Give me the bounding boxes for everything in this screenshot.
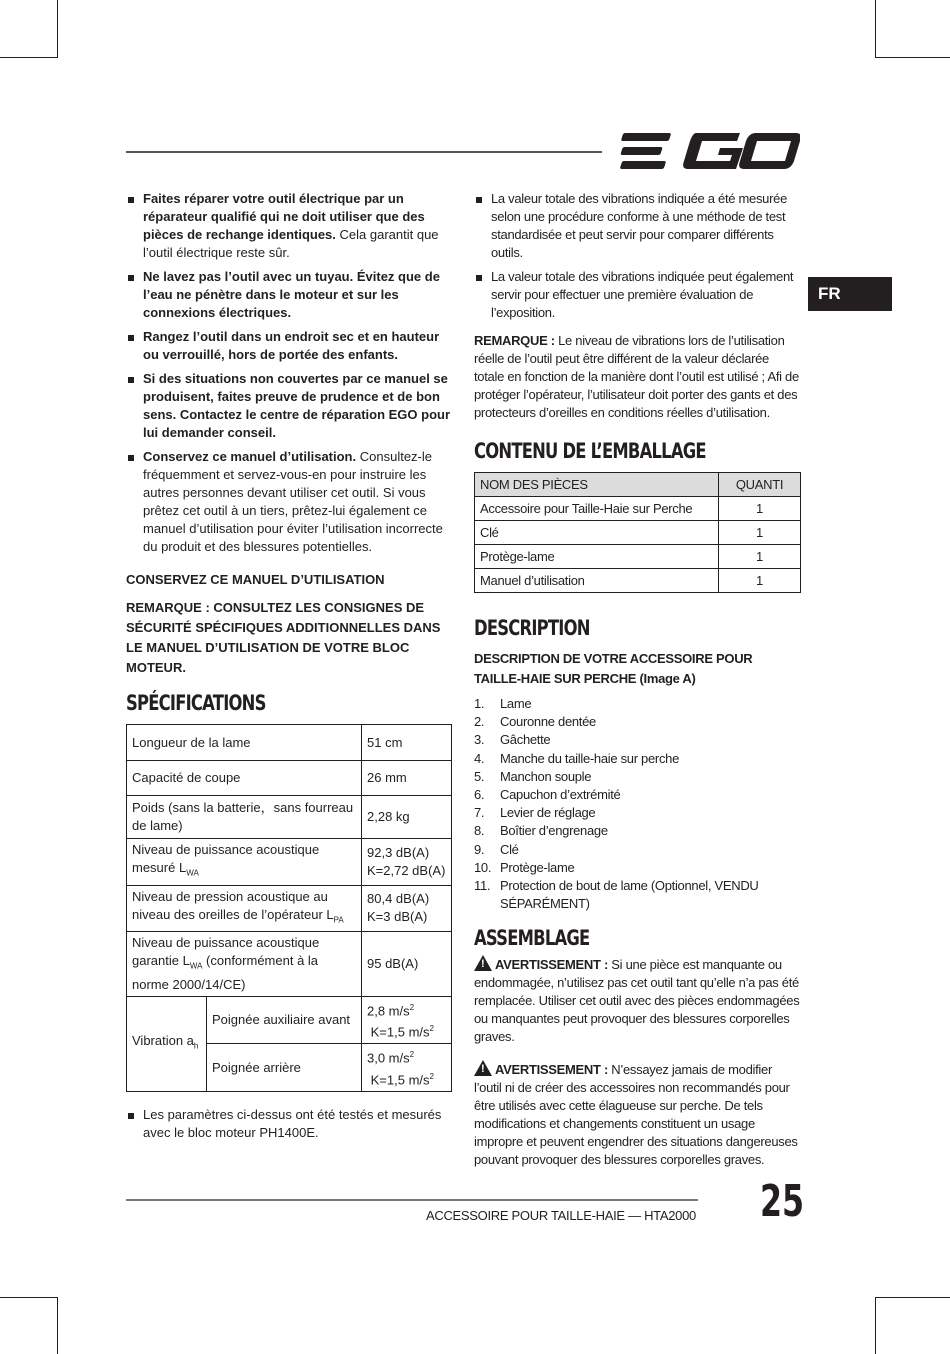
list-item: 10. Protège-lame bbox=[474, 859, 575, 875]
list-item: 7. Levier de réglage bbox=[474, 805, 596, 821]
header-rule bbox=[126, 151, 602, 153]
specifications-heading: SPÉCIFICATIONS bbox=[126, 691, 266, 715]
footer-rule bbox=[126, 1199, 698, 1201]
specifications-table bbox=[126, 724, 452, 1092]
table-row: Clé 1 bbox=[475, 521, 801, 545]
assembly-heading: ASSEMBLAGE bbox=[474, 926, 590, 951]
list-item: Ne lavez pas l’outil avec un tuyau. Évitez que de l’eau ne pénètre dans le moteur et sur les connexions électriques. bbox=[126, 268, 452, 322]
table-row: Niveau de puissance acoustique mesuré $L_{WA}$ 92,3 dB(A) K=2,72 dB(A) bbox=[127, 839, 452, 886]
list-item: 6. Capuchon d’extrémité bbox=[474, 787, 621, 803]
list-item: 1. Lame bbox=[474, 696, 532, 711]
package-heading: CONTENU DE L’EMBALLAGE bbox=[474, 439, 706, 463]
table-row: Longueur de la lame 51 cm bbox=[127, 725, 452, 761]
table-header-row: NOM DES PIÈCES QUANTI bbox=[475, 473, 801, 497]
warning-paragraph: !AVERTISSEMENT : N’essayez jamais de modifier l’outil ni de créer des accessoires non recommandés pour être utilisés avec cette élagueuse sur perche. De tels modifications et changements constituent un usage impropre et peuvent engendrer des situations dangereuses pouvant provoquer des blessures corporelles graves. bbox=[474, 1060, 802, 1169]
list-item: La valeur totale des vibrations indiquée peut également servir pour effectuer une première évaluation de l’exposition. bbox=[474, 268, 802, 322]
crop-mark bbox=[0, 1297, 58, 1298]
list-item: Les paramètres ci-dessus ont été testés et mesurés avec le bloc moteur PH1400E. bbox=[126, 1106, 452, 1142]
right-column bbox=[474, 190, 802, 1169]
list-item: 2. Couronne dentée bbox=[474, 714, 596, 730]
table-row: Capacité de coupe 26 mm bbox=[127, 761, 452, 796]
page-number: 25 bbox=[760, 1176, 805, 1227]
table-row: Niveau de pression acoustique au niveau des oreilles de l’opérateur $L_{PA}$ 80,4 dB(A) K=3 dB(A) bbox=[127, 885, 452, 932]
list-item: 4. Manche du taille-haie sur perche bbox=[474, 750, 680, 766]
list-item: Conservez ce manuel d’utilisation. Consultez-le fréquemment et servez-vous-en pour instruire les autres personnes devant utiliser cet outil. Si vous prêtez cet outil à un tiers, prêtez-lui également ce manuel d’utilisation pour éviter l’utilisation incorrecte du produit et des blessures potentielles. bbox=[126, 448, 452, 556]
remark-right: REMARQUE : Le niveau de vibrations lors de l’utilisation réelle de l’outil peut être différent de la valeur déclarée totale en fonction de la manière dont l’outil est utilisé ; Afi de protéger l’opérateur, l’utilisateur doit porter des gants et des protecteurs d’oreilles en conditions réelles d’utilisation. bbox=[474, 333, 799, 420]
warning-icon bbox=[474, 1060, 492, 1076]
warning-paragraph: !AVERTISSEMENT : Si une pièce est manquante ou endommagée, n’utilisez pas cet outil tant qu’elle n’a pas été remplacée. Utiliser cet outil avec des pièces endommagées ou manquantes peut provoquer des blessures corporelles graves. bbox=[474, 955, 802, 1046]
table-row: Poignée arrière 3,0 $m/s^2$ K=1,5 $m/s^2$ bbox=[127, 1044, 452, 1092]
crop-mark bbox=[875, 0, 876, 58]
crop-mark bbox=[0, 57, 58, 58]
list-item: Faites réparer votre outil électrique par un réparateur qualifié qui ne doit utiliser que des pièces de rechange identiques. Cela garantit que l’outil électrique reste sûr. bbox=[126, 190, 452, 262]
list-item: 8. Boîtier d’engrenage bbox=[474, 823, 608, 839]
footer-title: ACCESSOIRE POUR TAILLE-HAIE — HTA2000 bbox=[426, 1208, 696, 1223]
left-column bbox=[126, 190, 452, 1148]
parts-list bbox=[474, 695, 802, 913]
description-subtitle: DESCRIPTION DE VOTRE ACCESSOIRE POUR TAILLE-HAIE SUR PERCHE (Image A) bbox=[474, 651, 753, 686]
crop-mark bbox=[57, 0, 58, 58]
package-table bbox=[474, 472, 801, 593]
list-item: 11. Protection de bout de lame (Optionnel, VENDU SÉPARÉMENT) bbox=[474, 878, 759, 912]
list-item: Si des situations non couvertes par ce manuel se produisent, faites preuve de prudence et de bon sens. Contactez le centre de réparation EGO pour lui demander conseil. bbox=[126, 370, 452, 442]
table-row: Vibration $a_h$ Poignée auxiliaire avant 2,8 $m/s^2$ K=1,5 $m/s^2$ bbox=[127, 996, 452, 1044]
ego-logo bbox=[618, 131, 800, 171]
table-row: Niveau de puissance acoustique garantie $L_{WA}$ (conformément à la norme 2000/14/CE) 95 dB(A) bbox=[127, 932, 452, 997]
list-item: 9. Clé bbox=[474, 841, 519, 857]
remark-left: REMARQUE : CONSULTEZ LES CONSIGNES DE SÉCURITÉ SPÉCIFIQUES ADDITIONNELLES DANS LE MANUEL D’UTILISATION DE VOTRE BLOC MOTEUR. bbox=[126, 600, 441, 675]
crop-mark bbox=[57, 1297, 58, 1354]
specs-note-list bbox=[126, 1106, 452, 1142]
language-tab: FR bbox=[808, 277, 892, 311]
table-row: Manuel d’utilisation 1 bbox=[475, 569, 801, 593]
vibration-list bbox=[474, 190, 802, 322]
list-item: 5. Manchon souple bbox=[474, 768, 592, 784]
list-item: 3. Gâchette bbox=[474, 732, 551, 748]
list-item: Rangez l’outil dans un endroit sec et en hauteur ou verrouillé, hors de portée des enfants. bbox=[126, 328, 452, 364]
list-item: La valeur totale des vibrations indiquée a été mesurée selon une procédure conforme à une méthode de test standardisée et peut servir pour comparer différents outils. bbox=[474, 190, 802, 262]
crop-mark bbox=[875, 1297, 950, 1298]
table-row: Poids (sans la batterie，sans fourreau de lame) 2,28 kg bbox=[127, 796, 452, 839]
save-manual-note: CONSERVEZ CE MANUEL D’UTILISATION bbox=[126, 572, 385, 587]
table-row: Accessoire pour Taille-Haie sur Perche 1 bbox=[475, 497, 801, 521]
crop-mark bbox=[875, 57, 950, 58]
description-heading: DESCRIPTION bbox=[474, 616, 590, 640]
warning-icon bbox=[474, 955, 492, 971]
safety-list bbox=[126, 190, 452, 556]
table-row: Protège-lame 1 bbox=[475, 545, 801, 569]
crop-mark bbox=[875, 1297, 876, 1354]
